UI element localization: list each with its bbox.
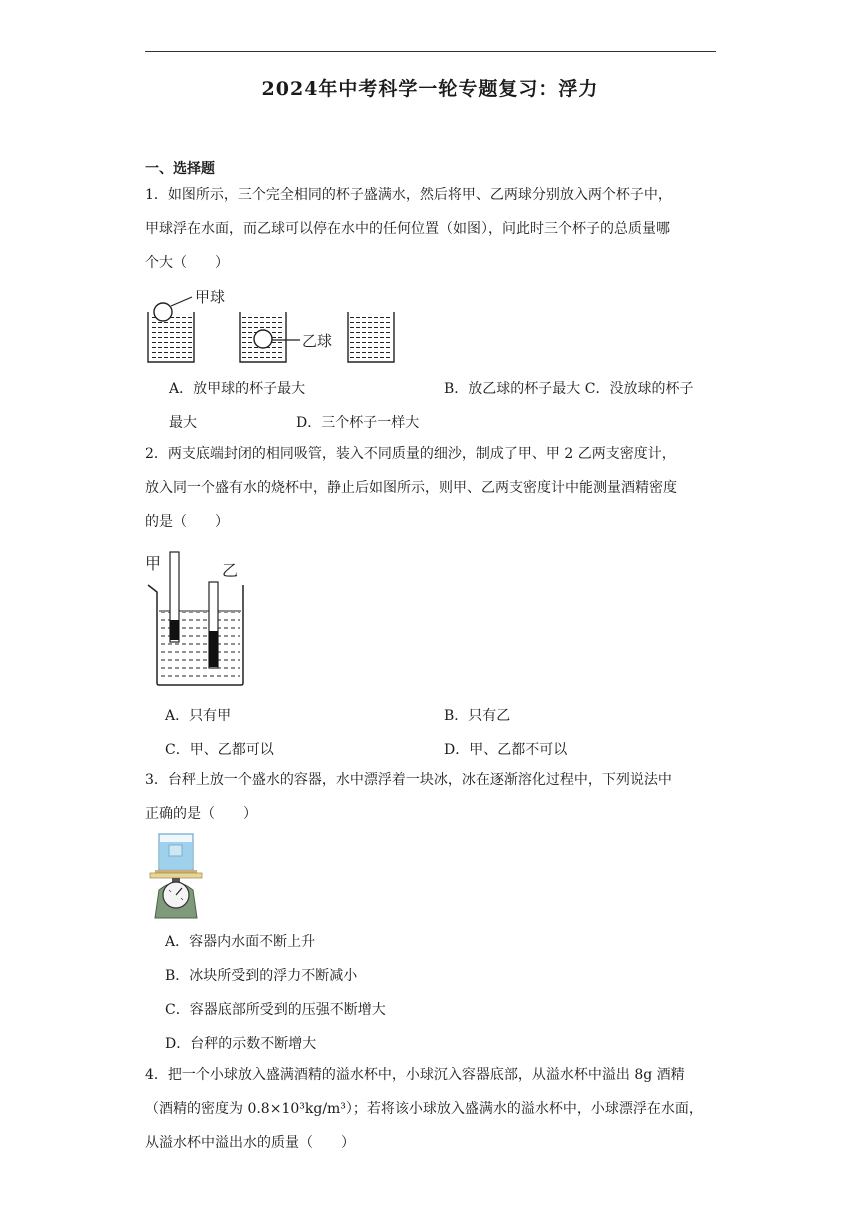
- q2-line-3: 的是（ ）: [145, 514, 229, 530]
- ball-yi: [254, 330, 272, 348]
- q1-option-c-cont: 最大: [169, 415, 197, 431]
- q3-option-a[interactable]: A．容器内水面不断上升: [165, 934, 316, 950]
- q1-option-a[interactable]: A．放甲球的杯子最大: [169, 381, 306, 397]
- q2-option-d[interactable]: D．甲、乙都不可以: [444, 742, 568, 758]
- q3-option-c[interactable]: C．容器底部所受到的压强不断增大: [165, 1002, 386, 1018]
- q3-scale-figure: [145, 830, 207, 920]
- q2-option-b[interactable]: B．只有乙: [444, 708, 511, 724]
- q1-option-b-c[interactable]: B．放乙球的杯子最大 C．没放球的杯子: [444, 381, 694, 397]
- q4-line-2: （酒精的密度为 0.8×10³kg/m³）；若将该小球放入盛满水的溢水杯中，小球漂浮在水面，: [145, 1101, 703, 1117]
- q1-option-d[interactable]: D．三个杯子一样大: [296, 415, 420, 431]
- cup-1-water: [150, 317, 192, 361]
- page-title: 2024年中考科学一轮专题复习：浮力: [261, 78, 599, 100]
- q1-line-2: 甲球浮在水面，而乙球可以停在水中的任何位置（如图），问此时三个杯子的总质量哪: [145, 221, 670, 237]
- q1-line-3: 个大（ ）: [145, 255, 229, 271]
- q3-option-b[interactable]: B．冰块所受到的浮力不断减小: [165, 968, 358, 984]
- q4-line-1: 4．把一个小球放入盛满酒精的溢水杯中，小球沉入容器底部，从溢水杯中溢出 8g 酒精: [145, 1067, 685, 1083]
- cup-3-water: [350, 317, 392, 361]
- q2-line-2: 放入同一个盛有水的烧杯中，静止后如图所示，则甲、乙两支密度计中能测量酒精密度: [145, 480, 677, 496]
- scale-top: [150, 873, 202, 878]
- q2-option-a[interactable]: A．只有甲: [165, 708, 232, 724]
- q1-line-1: 1．如图所示，三个完全相同的杯子盛满水，然后将甲、乙两球分别放入两个杯子中，: [145, 187, 672, 203]
- label-ball-jia: 甲球: [195, 288, 226, 306]
- label-yi: 乙: [222, 561, 239, 580]
- q2-option-c[interactable]: C．甲、乙都可以: [165, 742, 274, 758]
- q2-beaker-figure: [140, 544, 260, 690]
- ice-block: [169, 845, 182, 856]
- q4-line-3: 从溢水杯中溢出水的质量（ ）: [145, 1135, 355, 1151]
- section-heading: 一、选择题: [145, 161, 215, 177]
- label-ball-yi: 乙球: [302, 332, 333, 350]
- ball-jia-leader: [171, 297, 192, 306]
- q3-line-2: 正确的是（ ）: [145, 806, 257, 822]
- header-rule: [145, 51, 716, 52]
- q3-line-1: 3．台秤上放一个盛水的容器，水中漂浮着一块冰，冰在逐渐溶化过程中，下列说法中: [145, 772, 672, 788]
- q2-line-1: 2．两支底端封闭的相同吸管，装入不同质量的细沙，制成了甲、甲 2 乙两支密度计，: [145, 446, 676, 462]
- q1-cups-figure: [140, 280, 410, 368]
- scale-platform: [155, 870, 197, 873]
- q3-option-d[interactable]: D．台秤的示数不断增大: [165, 1036, 317, 1052]
- label-jia: 甲: [145, 554, 162, 573]
- straw-jia-sand: [170, 620, 179, 640]
- straw-yi-sand: [209, 631, 218, 667]
- ball-jia: [154, 303, 172, 321]
